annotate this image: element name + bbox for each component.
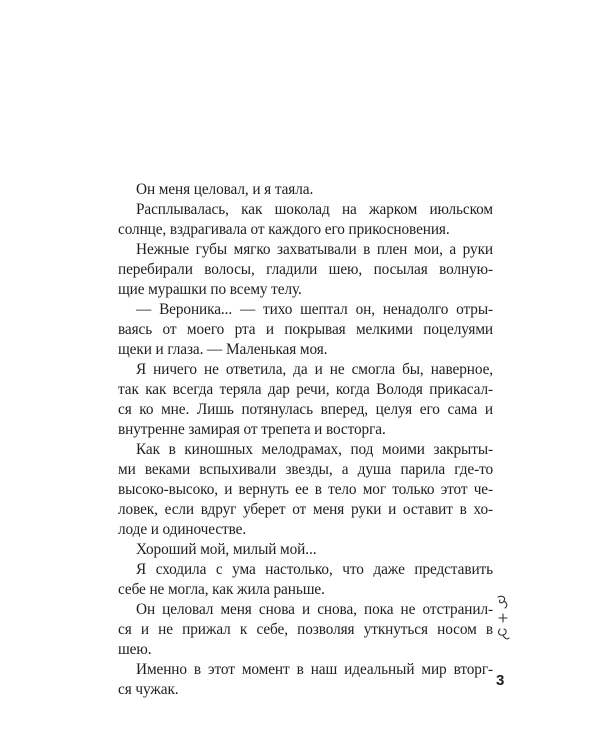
text-line: Он целовал меня снова и снова, пока не отстранил-	[136, 601, 493, 618]
page-number: 3	[496, 672, 505, 689]
text-line: ми веками вспыхивали звезды, а душа парила где-то	[118, 461, 493, 478]
paragraph	[118, 540, 493, 560]
text-line: Именно в этот момент в наш идеальный мир вторг-	[136, 661, 493, 678]
paragraph	[118, 440, 493, 540]
text-line: лоде и одиночестве.	[118, 521, 247, 538]
text-line: внутренне замирая от трепета и восторга.	[118, 421, 386, 438]
text-line: Расплывалась, как шоколад на жарком июльском	[136, 201, 493, 218]
text-line: Он меня целовал, и я таяла.	[136, 181, 314, 198]
text-line: Я ничего не ответила, да и не смогла бы, наверное,	[136, 361, 493, 378]
paragraph	[118, 660, 493, 700]
text-line: щие мурашки по всему телу.	[118, 281, 302, 298]
text-line: ваясь от моего рта и покрывая мелкими поцелуями	[118, 321, 493, 338]
text-line: Как в киношных мелодрамах, под моими закрыты-	[136, 441, 493, 458]
text-line: Нежные губы мягко захватывали в плен мои, а руки	[136, 241, 493, 258]
text-line: высоко-высоко, и вернуть ее в тело мог только этот че-	[118, 481, 493, 498]
text-line: Хороший мой, милый мой...	[136, 541, 317, 558]
text-line: ся ко мне. Лишь потянулась вперед, целуя его сама и	[118, 401, 493, 418]
paragraph	[118, 560, 493, 600]
text-line: ся чужак.	[118, 681, 179, 698]
text-line: себе не могла, как жила раньше.	[118, 581, 325, 598]
paragraph	[118, 360, 493, 440]
vertical-flourish-ornament	[494, 594, 512, 644]
text-line: — Вероника... — тихо шептал он, ненадолго отры-	[136, 301, 493, 318]
text-line: так как всегда теряла дар речи, когда Володя прикасал-	[118, 381, 493, 398]
text-line: перебирали волосы, гладили шею, посылая волную-	[118, 261, 493, 278]
text-line: шею.	[118, 641, 152, 658]
text-line: солнце, вздрагивала от каждого его прикосновения.	[118, 221, 450, 238]
paragraph	[118, 600, 493, 660]
page-body-text	[118, 180, 493, 700]
paragraph	[118, 200, 493, 240]
paragraph	[118, 300, 493, 360]
text-line: Я сходила с ума настолько, что даже представить	[136, 561, 493, 578]
paragraph	[118, 180, 493, 200]
text-line: ся и не прижал к себе, позволяя уткнуться носом в	[118, 621, 493, 638]
text-line: ловек, если вдруг уберет от меня руки и оставит в хо-	[118, 501, 493, 518]
paragraph	[118, 240, 493, 300]
text-line: щеки и глаза. — Маленькая моя.	[118, 341, 328, 358]
